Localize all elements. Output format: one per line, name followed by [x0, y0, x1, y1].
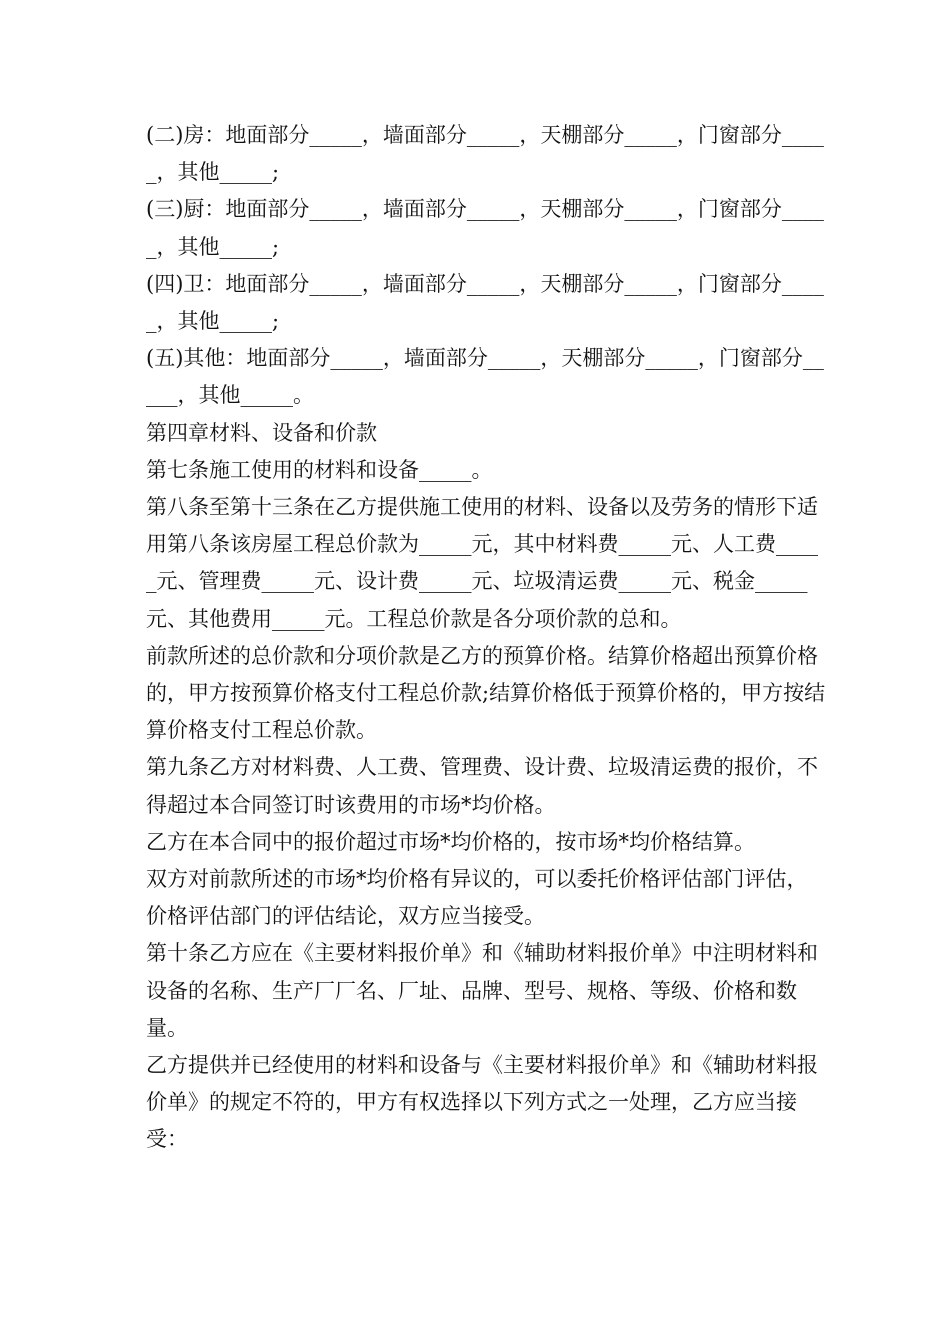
paragraph-other-rooms: (五)其他：地面部分_____，墙面部分_____，天棚部分_____，门窗部分_____，其他_____。	[146, 346, 824, 408]
article-9-dispute: 双方对前款所述的市场*均价格有异议的，可以委托价格评估部门评估，价格评估部门的评估结论，双方应当接受。	[146, 867, 808, 929]
article-8-budget-clause: 前款所述的总价款和分项价款是乙方的预算价格。结算价格超出预算价格的，甲方按预算价格支付工程总价款;结算价格低于预算价格的，甲方按结算价格支付工程总价款。	[146, 643, 826, 743]
article-9: 第九条乙方对材料费、人工费、管理费、设计费、垃圾清运费的报价，不得超过本合同签订时该费用的市场*均价格。	[146, 755, 818, 817]
article-7: 第七条施工使用的材料和设备_____。	[146, 457, 493, 482]
article-10-nonconformity: 乙方提供并已经使用的材料和设备与《主要材料报价单》和《辅助材料报价单》的规定不符的，甲方有权选择以下列方式之一处理，乙方应当接受：	[146, 1053, 818, 1152]
article-9-market-price: 乙方在本合同中的报价超过市场*均价格的，按市场*均价格结算。	[146, 829, 755, 854]
chapter-heading: 第四章材料、设备和价款	[146, 420, 377, 445]
paragraph-room: (二)房：地面部分_____，墙面部分_____，天棚部分_____，门窗部分_____，其他_____;	[146, 123, 824, 185]
paragraph-bathroom: (四)卫：地面部分_____，墙面部分_____，天棚部分_____，门窗部分_____，其他_____;	[146, 271, 824, 334]
article-10: 第十条乙方应在《主要材料报价单》和《辅助材料报价单》中注明材料和设备的名称、生产厂厂名、厂址、品牌、型号、规格、等级、价格和数量。	[146, 941, 818, 1040]
document-body	[146, 117, 826, 1159]
paragraph-kitchen: (三)厨：地面部分_____，墙面部分_____，天棚部分_____，门窗部分_____，其他_____;	[146, 197, 824, 259]
article-8: 第八条至第十三条在乙方提供施工使用的材料、设备以及劳务的情形下适用第八条该房屋工程总价款为_____元，其中材料费_____元、人工费_____元、管理费_____元、设计费_____元、垃圾清运费_____元、税金_____元、其他费用_____元。工程总价款是各分项价款的总和。	[146, 495, 818, 631]
